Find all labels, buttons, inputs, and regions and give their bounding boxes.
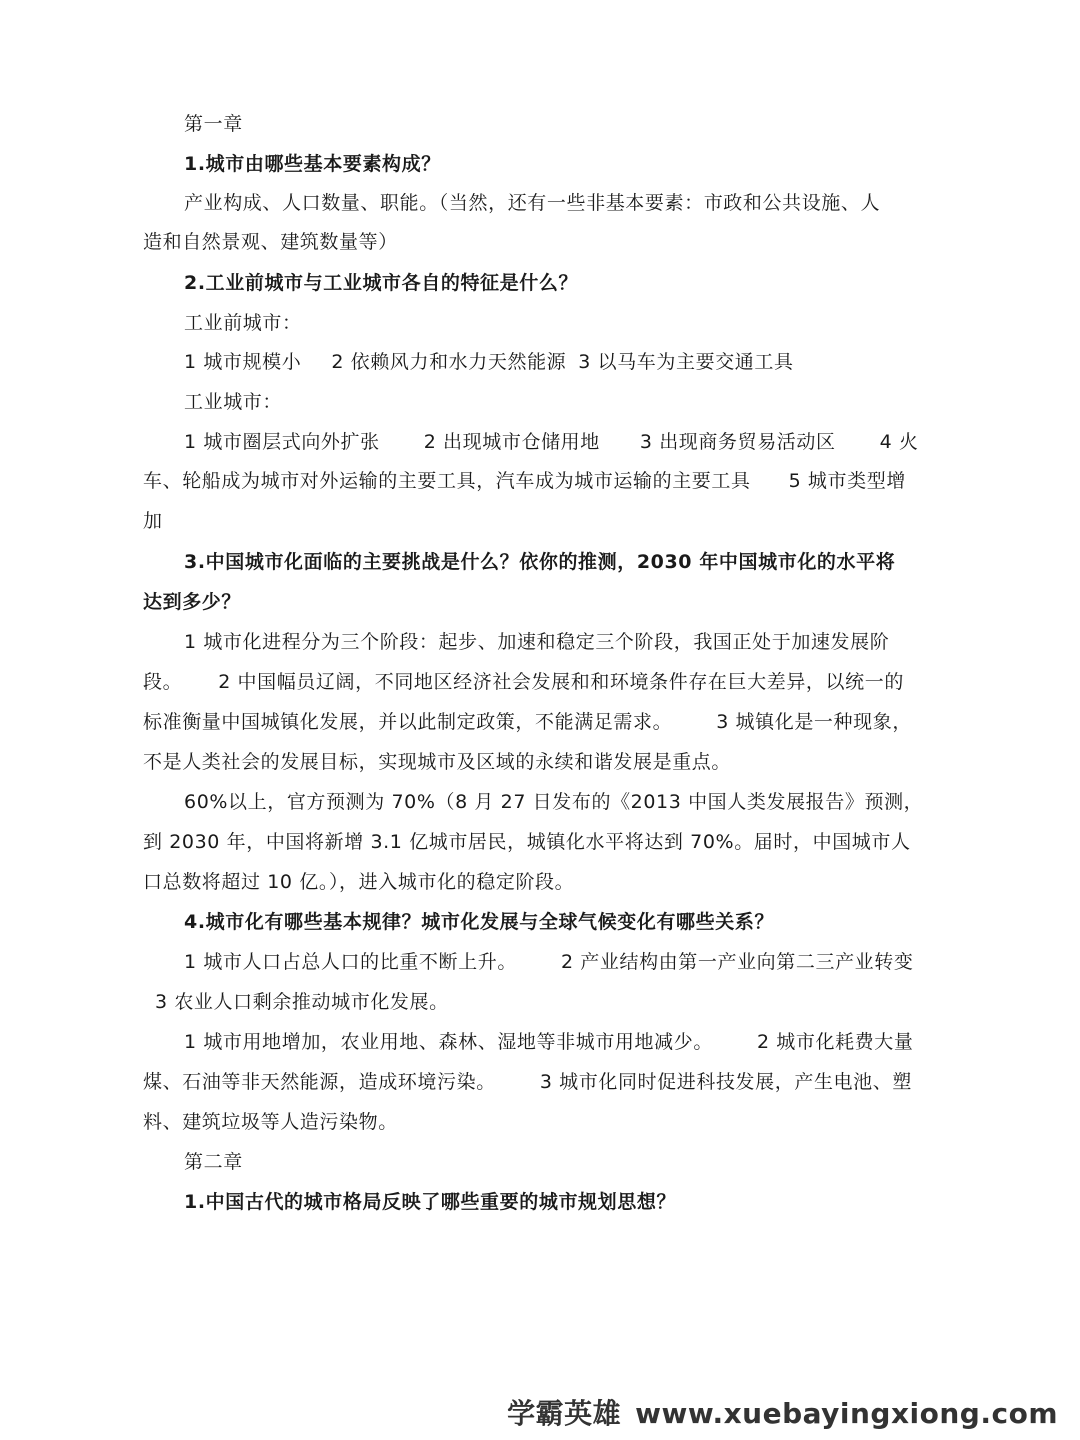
- answer-1-1-line1: 产业构成、人口数量、职能。（当然，还有一些非基本要素：市政和公共设施、人: [184, 192, 881, 214]
- answer-1-3-a2-end: 标准衡量中国城镇化发展，并以此制定政策，不能满足需求。: [143, 711, 673, 733]
- industrial-items-line1: [184, 422, 919, 462]
- industrial-item: 3 出现商务贸易活动区: [639, 431, 836, 453]
- climate-line1: [184, 1022, 913, 1062]
- forecast-line3: 口总数将超过 10 亿。），进入城市化的稳定阶段。: [143, 871, 575, 893]
- question-1-1: 1.城市由哪些基本要素构成？: [184, 153, 441, 175]
- chapter-2-title: 第二章: [184, 1151, 243, 1173]
- climate-item-continued: 煤、石油等非天然能源，造成环境污染。: [143, 1071, 496, 1093]
- question-2-1: 1.中国古代的城市格局反映了哪些重要的城市规划思想？: [184, 1191, 677, 1213]
- law-item: 2 产业结构由第一产业向第二三产业转变: [560, 951, 914, 973]
- law-item: 1 城市人口占总人口的比重不断上升。: [184, 951, 517, 973]
- industrial-label: 工业城市：: [184, 391, 283, 413]
- industrial-item: 5 城市类型增: [788, 470, 906, 492]
- footer-watermark: [507, 1392, 1058, 1432]
- answer-1-1-line2: 造和自然景观、建筑数量等）: [143, 231, 398, 253]
- answer-1-3-a2-a3: [143, 702, 912, 742]
- answer-1-3-a2-start: 2 中国幅员辽阔，不同地区经济社会发展和和环境条件存在巨大差异，以统一的: [218, 671, 904, 693]
- climate-item: 1 城市用地增加，农业用地、森林、湿地等非城市用地减少。: [184, 1031, 713, 1053]
- climate-line2: [143, 1062, 912, 1102]
- preindustrial-item: 3 以马车为主要交通工具: [578, 351, 794, 373]
- industrial-items-line3: 加: [143, 510, 163, 532]
- brand-name: 学霸英雄: [507, 1397, 622, 1430]
- climate-item: 3 城市化同时促进科技发展，产生电池、塑: [539, 1071, 912, 1093]
- forecast-line2: 到 2030 年，中国将新增 3.1 亿城市居民，城镇化水平将达到 70%。届时，中国城市人: [143, 831, 911, 853]
- question-1-4: 4.城市化有哪些基本规律？城市化发展与全球气候变化有哪些关系？: [184, 911, 775, 933]
- question-1-3-line2: 达到多少？: [143, 591, 242, 613]
- answer-1-3-a1-a2: [143, 662, 904, 702]
- answer-1-3-a3-end: 不是人类社会的发展目标，实现城市及区域的永续和谐发展是重点。: [143, 751, 732, 773]
- climate-item: 2 城市化耗费大量: [756, 1031, 914, 1053]
- question-1-3-line1: 3.中国城市化面临的主要挑战是什么？依你的推测，2030 年中国城市化的水平将: [184, 551, 896, 573]
- preindustrial-item: 1 城市规模小: [184, 351, 302, 373]
- brand-url: www.xuebayingxiong.com: [635, 1397, 1058, 1430]
- forecast-line1: 60%以上，官方预测为 70%（8 月 27 日发布的《2013 中国人类发展报告》预测，: [184, 791, 924, 813]
- industrial-item: 4 火: [879, 431, 919, 453]
- answer-1-3-a3-start: 3 城镇化是一种现象，: [716, 711, 912, 733]
- industrial-item: 1 城市圈层式向外扩张: [184, 431, 380, 453]
- law-item: 3 农业人口剩余推动城市化发展。: [155, 991, 449, 1013]
- answer-1-3-a1-end: 段。: [143, 671, 183, 693]
- chapter-1-title: 第一章: [184, 113, 243, 135]
- industrial-item: 2 出现城市仓储用地: [423, 431, 600, 453]
- industrial-items-line2: [143, 461, 906, 501]
- question-1-2: 2.工业前城市与工业城市各自的特征是什么？: [184, 272, 579, 294]
- industrial-item-continued: 车、轮船成为城市对外运输的主要工具，汽车成为城市运输的主要工具: [143, 470, 751, 492]
- preindustrial-item: 2 依赖风力和水力天然能源: [331, 351, 567, 373]
- preindustrial-label: 工业前城市：: [184, 312, 302, 334]
- preindustrial-items: [184, 342, 794, 382]
- climate-line3: 料、建筑垃圾等人造污染物。: [143, 1111, 398, 1133]
- answer-1-3-a1-line1: 1 城市化进程分为三个阶段：起步、加速和稳定三个阶段，我国正处于加速发展阶: [184, 631, 890, 653]
- laws-line1: [184, 942, 913, 982]
